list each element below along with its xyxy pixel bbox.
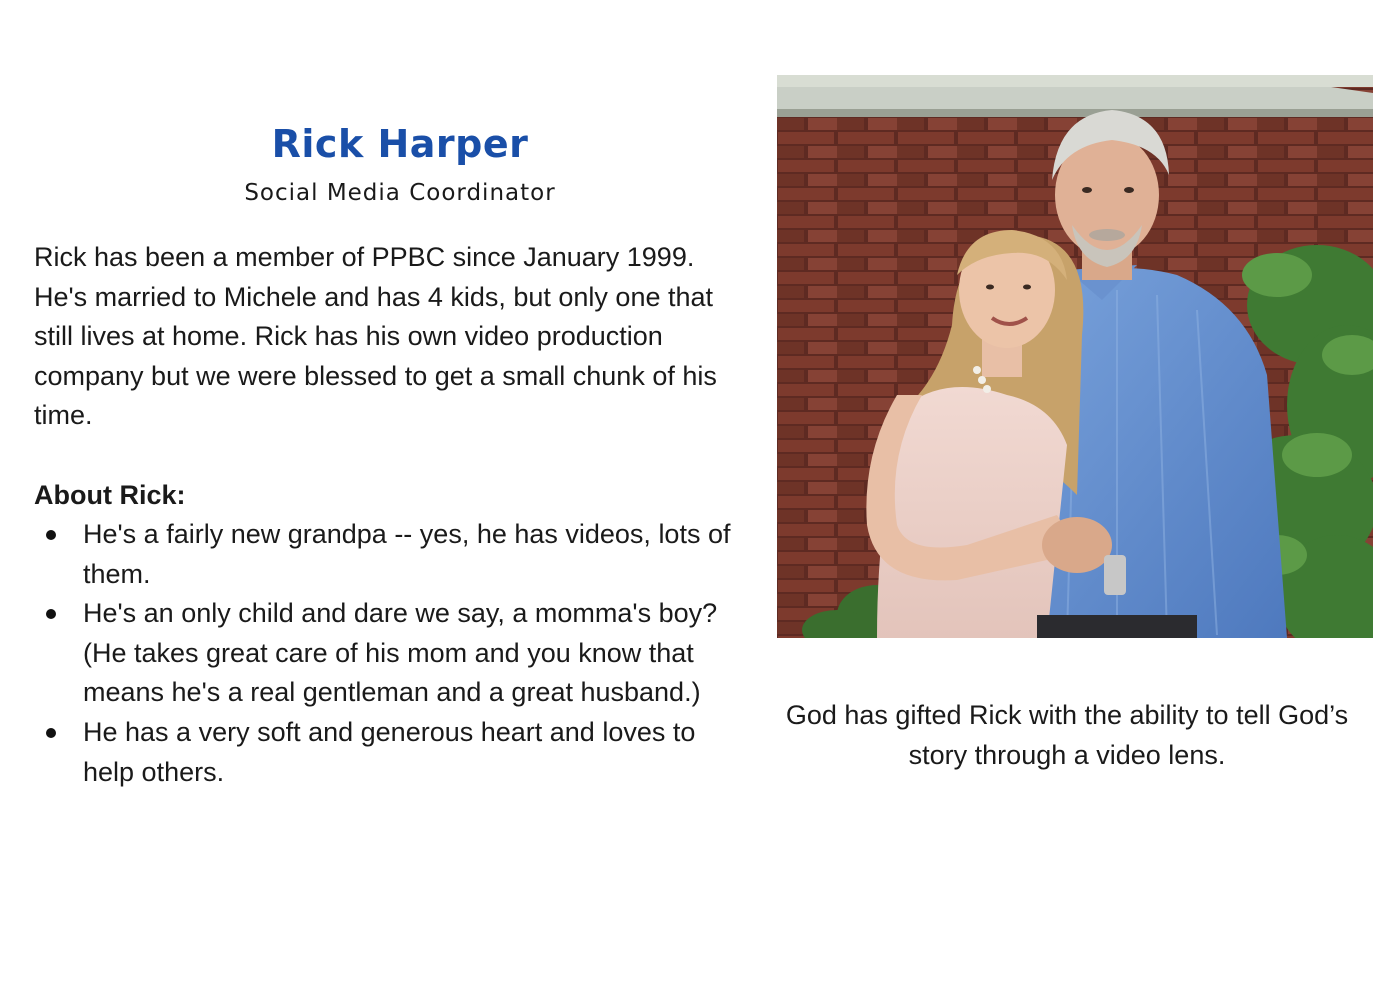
about-heading: About Rick:	[34, 480, 186, 510]
list-item-text: He has a very soft and generous heart and loves to help others.	[83, 716, 696, 787]
list-item	[34, 515, 744, 594]
couple-photo	[777, 75, 1373, 638]
bullet-icon	[46, 530, 56, 540]
profile-name: Rick Harper	[271, 122, 529, 166]
photo-caption: God has gifted Rick with the ability to tell God’s story through a video lens.	[785, 700, 1349, 770]
bio-paragraph: Rick has been a member of PPBC since January 1999. He's married to Michele and has 4 kids, but only one that still lives at home. Rick has his own video production company but we were blessed to get a small chunk of his time.	[34, 242, 717, 431]
list-item	[34, 713, 744, 792]
photo-illustration	[777, 75, 1373, 638]
list-item-text: He's an only child and dare we say, a momma's boy? (He takes great care of his mom and you know that means he's a real gentleman and a great husband.)	[83, 598, 718, 708]
list-item-text: He's a fairly new grandpa -- yes, he has videos, lots of them.	[83, 519, 731, 589]
profile-role: Social Media Coordinator	[244, 180, 556, 206]
bullet-icon	[46, 728, 56, 738]
about-list	[34, 515, 744, 792]
bullet-icon	[46, 609, 56, 619]
list-item	[34, 594, 744, 713]
